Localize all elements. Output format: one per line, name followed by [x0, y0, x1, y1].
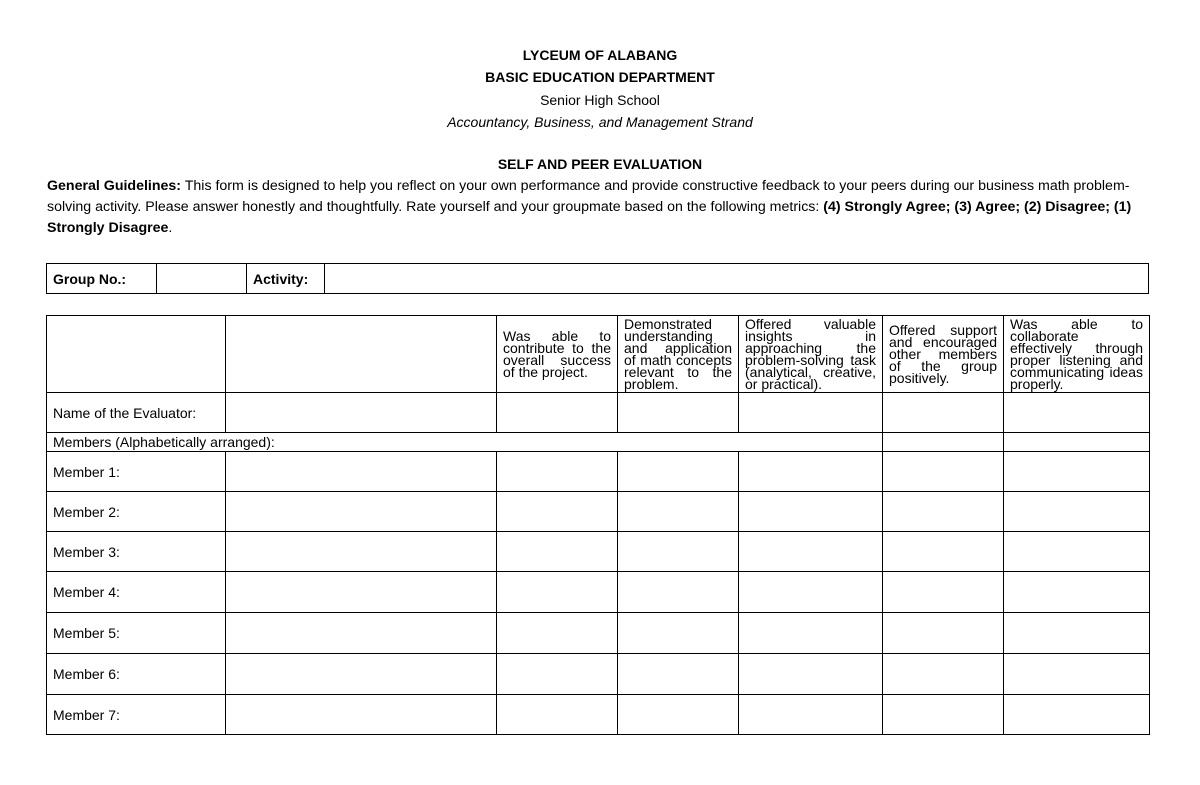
score-cell[interactable] [497, 572, 618, 613]
score-cell[interactable] [1004, 532, 1150, 572]
score-cell[interactable] [618, 452, 739, 492]
department-name: BASIC EDUCATION DEPARTMENT [485, 69, 715, 85]
group-number-field[interactable] [157, 264, 247, 294]
member-label: Member 4: [47, 572, 226, 613]
score-cell[interactable] [739, 532, 883, 572]
member-row [47, 695, 1150, 735]
members-heading-row [47, 433, 1150, 452]
strand-name: Accountancy, Business, and Management Strand [447, 114, 753, 130]
members-heading: Members (Alphabetically arranged): [47, 433, 883, 452]
score-cell[interactable] [497, 452, 618, 492]
score-cell[interactable] [739, 695, 883, 735]
member-label: Member 5: [47, 613, 226, 654]
form-title: SELF AND PEER EVALUATION [497, 156, 703, 172]
score-cell[interactable] [1004, 572, 1150, 613]
criterion-1: Was able to contribute to the overall success of the project. [497, 316, 618, 393]
score-cell[interactable] [739, 613, 883, 654]
score-cell[interactable] [739, 654, 883, 695]
score-cell[interactable] [883, 532, 1004, 572]
score-cell[interactable] [1004, 393, 1150, 433]
header-blank-cell [47, 316, 226, 393]
member-name-field[interactable] [226, 613, 497, 654]
score-cell[interactable] [883, 492, 1004, 532]
school-level: Senior High School [540, 92, 660, 108]
evaluator-name-field[interactable] [226, 393, 497, 433]
score-cell[interactable] [497, 393, 618, 433]
member-name-field[interactable] [226, 654, 497, 695]
score-cell[interactable] [618, 613, 739, 654]
heading-blank-cell [1004, 433, 1150, 452]
score-cell[interactable] [618, 532, 739, 572]
score-cell[interactable] [618, 695, 739, 735]
score-cell[interactable] [883, 572, 1004, 613]
member-name-field[interactable] [226, 695, 497, 735]
score-cell[interactable] [618, 654, 739, 695]
score-cell[interactable] [739, 572, 883, 613]
score-cell[interactable] [883, 695, 1004, 735]
score-cell[interactable] [739, 393, 883, 433]
score-cell[interactable] [497, 613, 618, 654]
member-row [47, 572, 1150, 613]
activity-label: Activity: [247, 264, 325, 294]
member-name-field[interactable] [226, 572, 497, 613]
score-cell[interactable] [497, 695, 618, 735]
general-guidelines [47, 176, 1157, 239]
guidelines-text: This form is designed to help you reflect on your own performance and provide constructive feedback to your peers during our business math problem-solving activity. Please answer honestly and thoughtfully. Rate yourself and your groupmate based on the following metrics: [47, 178, 1130, 215]
score-cell[interactable] [1004, 613, 1150, 654]
score-cell[interactable] [618, 572, 739, 613]
score-cell[interactable] [618, 393, 739, 433]
score-cell[interactable] [739, 452, 883, 492]
criterion-4: Offered support and encouraged other members of the group positively. [883, 316, 1004, 393]
member-label: Member 3: [47, 532, 226, 572]
member-name-field[interactable] [226, 452, 497, 492]
member-row [47, 532, 1150, 572]
header-blank-cell [226, 316, 497, 393]
score-cell[interactable] [883, 393, 1004, 433]
member-label: Member 1: [47, 452, 226, 492]
score-cell[interactable] [497, 492, 618, 532]
score-cell[interactable] [883, 613, 1004, 654]
heading-blank-cell [883, 433, 1004, 452]
score-cell[interactable] [497, 532, 618, 572]
score-cell[interactable] [618, 492, 739, 532]
score-cell[interactable] [883, 452, 1004, 492]
rating-scale: (4) Strongly Agree; (3) Agree; (2) Disagree; (1) Strongly Disagree [47, 199, 1132, 236]
member-row [47, 613, 1150, 654]
school-name: LYCEUM OF ALABANG [522, 47, 678, 63]
score-cell[interactable] [1004, 654, 1150, 695]
group-number-label: Group No.: [47, 264, 157, 294]
criterion-2: Demonstrated understanding and application of math concepts relevant to the problem. [618, 316, 739, 393]
criterion-3: Offered valuable insights in approaching the problem-solving task (analytical, creative, or practical). [739, 316, 883, 393]
evaluation-table [46, 315, 1150, 735]
member-name-field[interactable] [226, 492, 497, 532]
group-info-table [46, 263, 1149, 294]
score-cell[interactable] [883, 654, 1004, 695]
score-cell[interactable] [497, 654, 618, 695]
criterion-5: Was able to collaborate effectively through proper listening and communicating ideas properly. [1004, 316, 1150, 393]
activity-field[interactable] [325, 264, 1149, 294]
score-cell[interactable] [1004, 452, 1150, 492]
score-cell[interactable] [739, 492, 883, 532]
evaluator-row [47, 393, 1150, 433]
member-row [47, 452, 1150, 492]
score-cell[interactable] [1004, 695, 1150, 735]
guidelines-label: General Guidelines: [47, 178, 182, 194]
evaluator-label: Name of the Evaluator: [47, 393, 226, 433]
criteria-header-row [47, 316, 1150, 393]
member-row [47, 654, 1150, 695]
member-row [47, 492, 1150, 532]
score-cell[interactable] [1004, 492, 1150, 532]
member-label: Member 2: [47, 492, 226, 532]
member-label: Member 7: [47, 695, 226, 735]
member-label: Member 6: [47, 654, 226, 695]
guidelines-end: . [168, 220, 173, 236]
member-name-field[interactable] [226, 532, 497, 572]
